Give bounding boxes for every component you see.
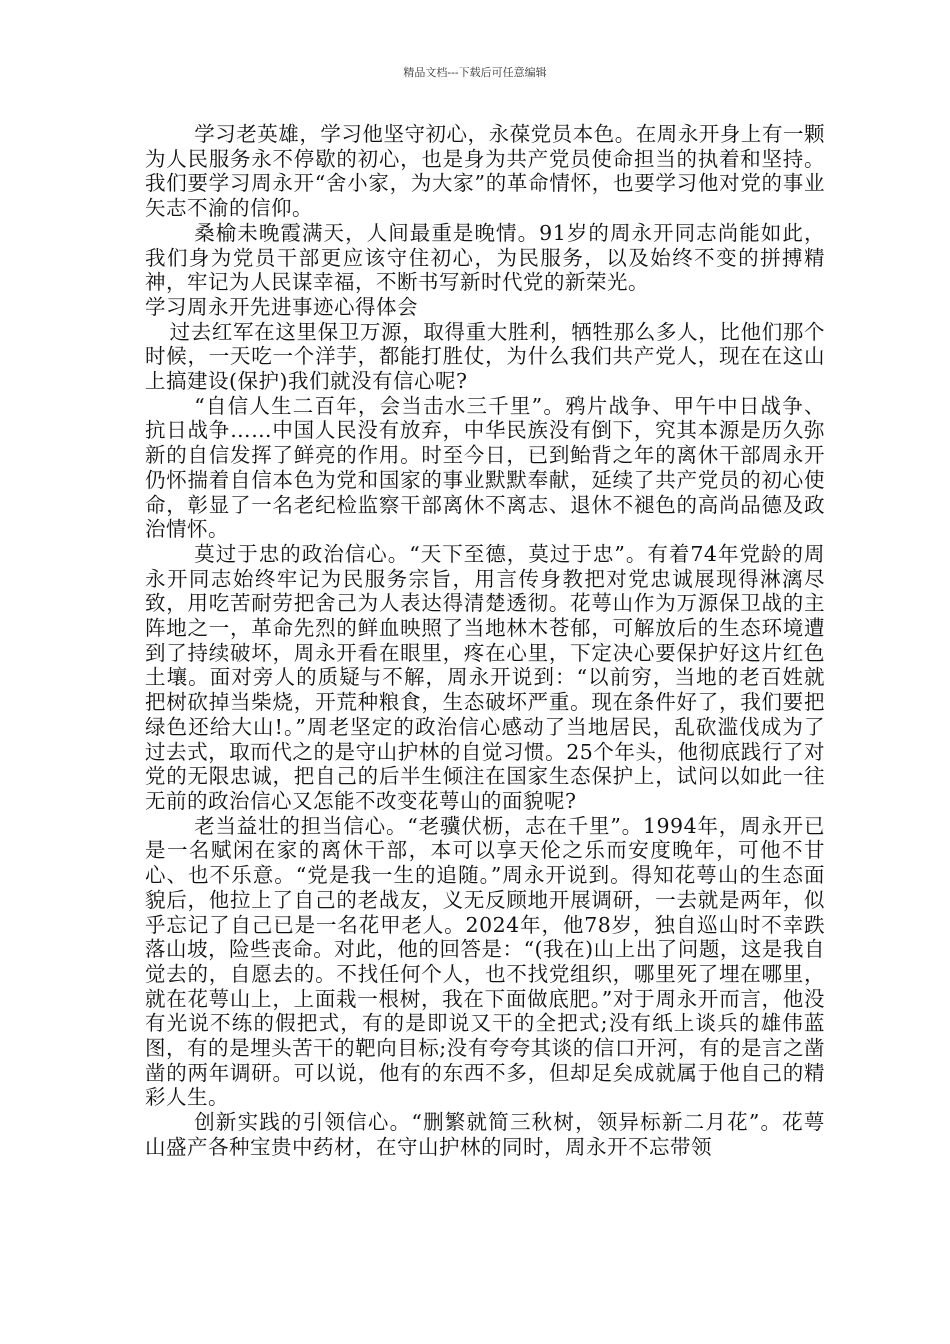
paragraph: 莫过于忠的政治信心。“天下至德，莫过于忠”。有着74年党龄的周永开同志始终牢记为民服务宗旨，用言传身教把对党忠诚展现得淋漓尽致，用吃苦耐劳把舍己为人表达得清楚透彻。花萼山作为万源保卫战的主阵地之一，革命先烈的鲜血映照了当地林木苍郁，可解放后的生态环境遭到了持续破坏，周永开看在眼里，疼在心里，下定决心要保护好这片红色土壤。面对旁人的质疑与不解，周永开说到：“以前穷，当地的老百姓就把树砍掉当柴烧，开荒种粮食，生态破坏严重。现在条件好了，我们要把绿色还给大山!。”周老坚定的政治信心感动了当地居民，乱砍滥伐成为了过去式，取而代之的是守山护林的自觉习惯。25个年头，他彻底践行了对党的无限忠诚，把自己的后半生倾注在国家生态保护上，试问以如此一往无前的政治信心又怎能不改变花萼山的面貌呢? [145, 541, 825, 813]
section-heading: 学习周永开先进事迹心得体会 [145, 294, 418, 319]
paragraph: “自信人生二百年，会当击水三千里”。鸦片战争、甲午中日战争、抗日战争……中国人民没有放弃，中华民族没有倒下，究其本源是历久弥新的自信发挥了鲜亮的作用。时至今日，已到鲐背之年的离休干部周永开仍怀揣着自信本色为党和国家的事业默默奉献，延续了共产党员的初心使命，彰显了一名老纪检监察干部离休不离志、退休不褪色的高尚品德及政治情怀。 [145, 393, 825, 542]
article-body [145, 122, 825, 1160]
paragraph: 老当益壮的担当信心。“老骥伏枥，志在千里”。1994年，周永开已是一名赋闲在家的离休干部，本可以享天伦之乐而安度晚年，可他不甘心、也不乐意。“党是我一生的追随。”周永开说到。得知花萼山的生态面貌后，他拉上了自己的老战友，义无反顾地开展调研，一去就是两年，似乎忘记了自己已是一名花甲老人。2024年，他78岁，独自巡山时不幸跌落山坡，险些丧命。对此，他的回答是：“(我在)山上出了问题，这是我自觉去的，自愿去的。不找任何个人，也不找党组织，哪里死了埋在哪里，就在花萼山上，上面栽一根树，我在下面做底肥。”对于周永开而言，他没有光说不练的假把式，有的是即说又干的全把式;没有纸上谈兵的雄伟蓝图，有的是埋头苦干的靶向目标;没有夸夸其谈的信口开河，有的是言之凿凿的两年调研。可以说，他有的东西不多，但却足矣成就属于他自己的精彩人生。 [145, 813, 825, 1110]
paragraph: 过去红军在这里保卫万源，取得重大胜利，牺牲那么多人，比他们那个时候，一天吃一个洋芋，都能打胜仗，为什么我们共产党人，现在在这山上搞建设(保护)我们就没有信心呢? [145, 319, 825, 394]
paragraph: 创新实践的引领信心。“删繁就简三秋树，领异标新二月花”。花萼山盛产各种宝贵中药材，在守山护林的同时，周永开不忘带领 [145, 1110, 825, 1159]
page-header: 精品文档---下载后可任意编辑 [403, 66, 547, 79]
paragraph: 桑榆未晚霞满天，人间最重是晚情。91岁的周永开同志尚能如此，我们身为党员干部更应该守住初心，为民服务，以及始终不变的拼搏精神，牢记为人民谋幸福，不断书写新时代党的新荣光。 [145, 220, 825, 295]
paragraph: 学习老英雄，学习他坚守初心，永葆党员本色。在周永开身上有一颗为人民服务永不停歇的初心，也是身为共产党员使命担当的执着和坚持。我们要学习周永开“舍小家，为大家”的革命情怀，也要学习他对党的事业矢志不渝的信仰。 [145, 122, 825, 221]
